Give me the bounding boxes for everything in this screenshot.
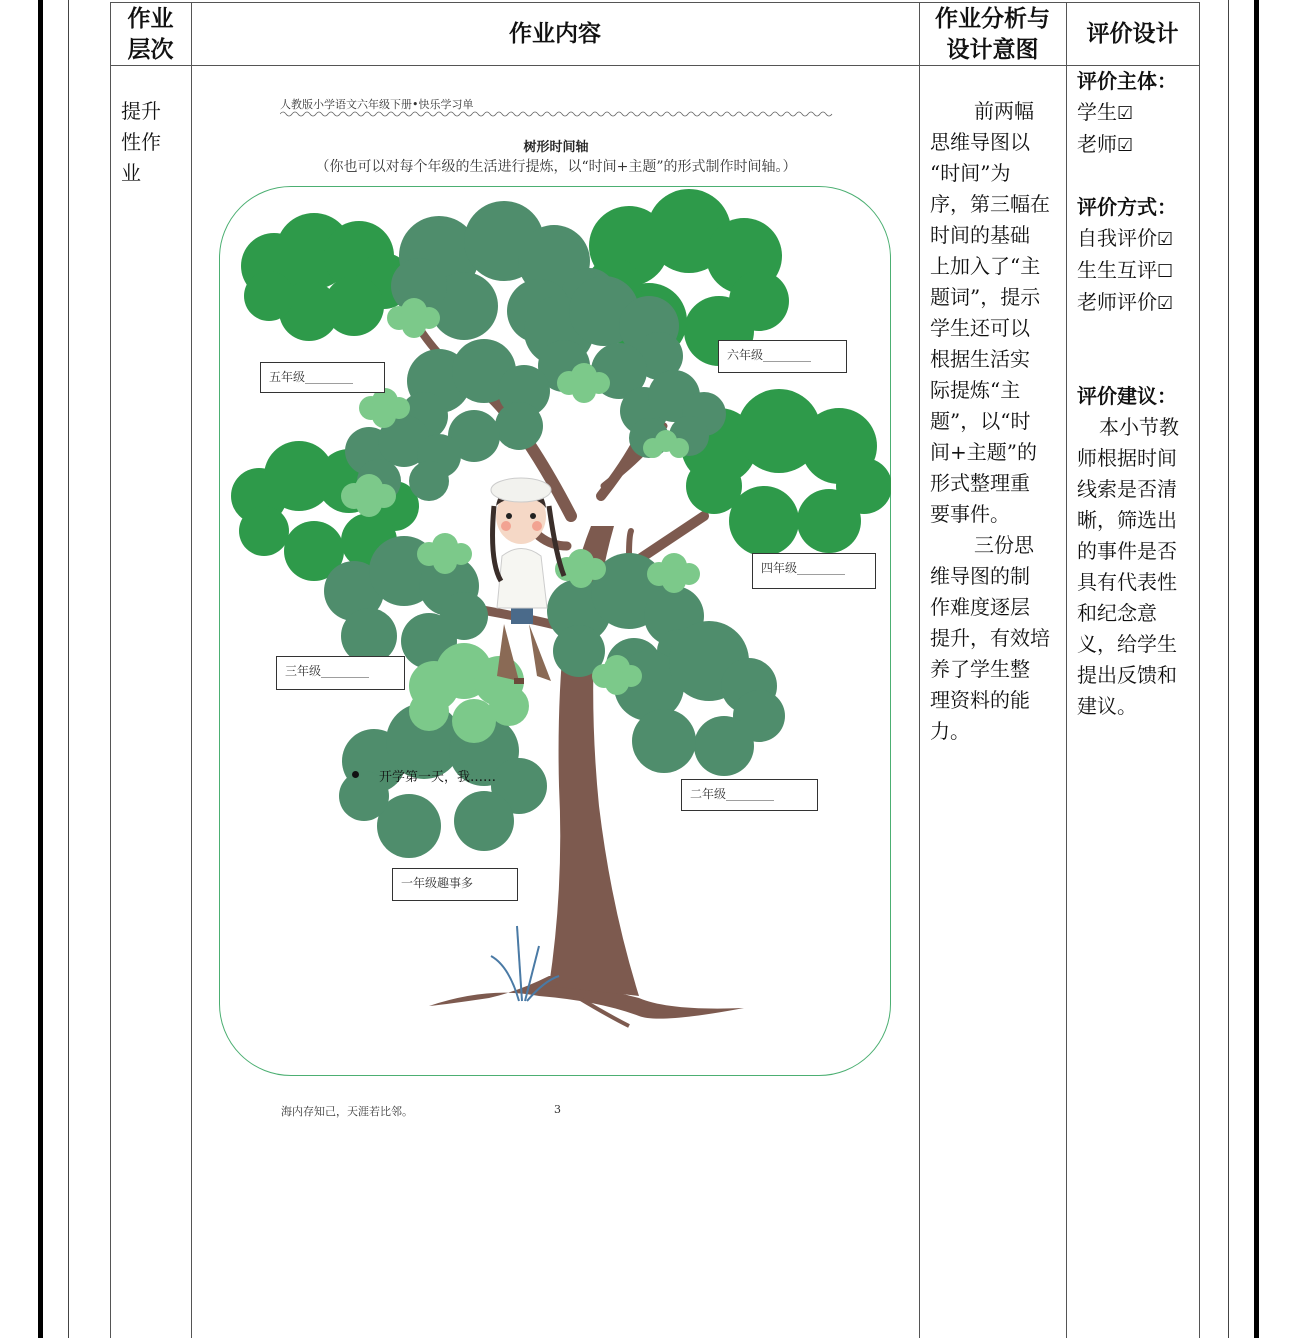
checked-box-icon[interactable]: ☑: [1117, 135, 1134, 156]
girl-figure: [491, 478, 564, 684]
analysis-line: 学生还可以: [930, 316, 1030, 340]
footer-quote: 海内存知己，天涯若比邻。: [281, 1105, 413, 1118]
table-top-border: [110, 2, 1200, 3]
analysis-line: 序，第三幅在: [930, 192, 1050, 216]
analysis-line: 养了学生整: [930, 657, 1030, 681]
advice-line: 晰，筛选出: [1077, 508, 1177, 532]
advice-line: 义，给学生: [1077, 632, 1177, 656]
analysis-line: 形式整理重: [930, 471, 1030, 495]
analysis-line: 理资料的能: [930, 688, 1030, 712]
page-edge-left-bar: [38, 0, 43, 1338]
evaluation-subject-list: [1077, 97, 1197, 161]
evaluation-cell: [1077, 66, 1197, 722]
advice-line: 提出反馈和: [1077, 663, 1177, 687]
advice-line: 线索是否清: [1077, 477, 1177, 501]
analysis-line: 题”，以“时: [930, 409, 1031, 433]
evaluation-method-list: [1077, 223, 1197, 319]
evaluation-check-label: 学生: [1077, 100, 1117, 124]
analysis-line: 维导图的制: [930, 564, 1030, 588]
table-col-border-2: [191, 2, 192, 1338]
evaluation-check-label: 老师评价: [1077, 290, 1157, 314]
checked-box-icon[interactable]: ☑: [1157, 229, 1174, 250]
analysis-line: 要事件。: [930, 502, 1010, 526]
checked-box-icon[interactable]: ☑: [1117, 103, 1134, 124]
table-col-border-3: [919, 2, 920, 1338]
grade1-label[interactable]: 一年级趣事多: [392, 868, 518, 901]
grade6-label[interactable]: 六年级________: [718, 340, 847, 373]
page-number: 3: [554, 1103, 561, 1116]
grade5-label[interactable]: 五年级________: [260, 362, 385, 393]
page-edge-left-line: [68, 0, 69, 1338]
header-evaluation: 评价设计: [1086, 21, 1179, 47]
page-edge-right-line: [1228, 0, 1229, 1338]
header-analysis: 作业分析与 设计意图: [935, 6, 1050, 63]
worksheet-header: 人教版小学语文六年级下册•快乐学习单: [280, 98, 474, 111]
table-col-border-1: [110, 2, 111, 1338]
analysis-line: 际提炼“主: [930, 378, 1021, 402]
advice-line: 师根据时间: [1077, 446, 1177, 470]
worksheet-subtitle: （你也可以对每个年级的生活进行提炼，以“时间+主题”的形式制作时间轴。）: [315, 159, 797, 175]
evaluation-advice-title: 评价建议：: [1077, 384, 1177, 408]
bullet-dot: [352, 771, 359, 778]
branch-right-low-elbow: [629, 531, 631, 556]
table-col-border-5: [1199, 2, 1200, 1338]
advice-line: 具有代表性: [1077, 570, 1177, 594]
analysis-line: 上加入了“主: [930, 254, 1041, 278]
analysis-line: 前两幅: [974, 99, 1034, 123]
analysis-cell: [930, 96, 1062, 747]
evaluation-check-label: 老师: [1077, 132, 1117, 156]
evaluation-check-item[interactable]: [1077, 97, 1197, 129]
worksheet-header-wavy-line: [280, 110, 834, 118]
evaluation-check-label: 自我评价: [1077, 226, 1157, 250]
advice-line: 建议。: [1077, 694, 1137, 718]
worksheet-title: 树形时间轴: [523, 140, 589, 155]
evaluation-check-item[interactable]: [1077, 255, 1197, 287]
tree-illustration: [219, 186, 891, 1076]
analysis-line: 思维导图以: [930, 130, 1030, 154]
analysis-line: 间+主题”的: [930, 440, 1037, 464]
evaluation-advice-text: [1077, 412, 1197, 722]
header-level: 作业 层次: [127, 6, 174, 63]
analysis-line: 时间的基础: [930, 223, 1030, 247]
analysis-line: 提升，有效培: [930, 626, 1050, 650]
level-cell: 提升 性作 业: [121, 99, 161, 185]
evaluation-subject-title: 评价主体：: [1077, 69, 1177, 93]
analysis-line: 力。: [930, 719, 970, 743]
unchecked-box-icon[interactable]: ☐: [1157, 261, 1174, 282]
leaf-cluster-top-left: [241, 213, 412, 341]
grade2-label[interactable]: 二年级________: [681, 779, 818, 811]
checked-box-icon[interactable]: ☑: [1157, 293, 1174, 314]
page-edge-right-bar: [1254, 0, 1259, 1338]
bullet-text: 开学第一天，我……: [379, 770, 497, 785]
evaluation-check-item[interactable]: [1077, 287, 1197, 319]
grade3-label[interactable]: 三年级________: [276, 656, 405, 690]
advice-line: 本小节教: [1099, 415, 1179, 439]
analysis-line: 三份思: [974, 533, 1034, 557]
evaluation-check-item[interactable]: [1077, 223, 1197, 255]
analysis-line: “时间”为: [930, 161, 1011, 185]
header-content: 作业内容: [509, 21, 601, 47]
evaluation-check-item[interactable]: [1077, 129, 1197, 161]
advice-line: 的事件是否: [1077, 539, 1177, 563]
analysis-line: 作难度逐层: [930, 595, 1030, 619]
analysis-line: 根据生活实: [930, 347, 1030, 371]
grade4-label[interactable]: 四年级________: [752, 553, 876, 589]
advice-line: 和纪念意: [1077, 601, 1157, 625]
table-col-border-4: [1066, 2, 1067, 1338]
evaluation-check-label: 生生互评: [1077, 258, 1157, 282]
evaluation-method-title: 评价方式：: [1077, 195, 1177, 219]
analysis-line: 题词”，提示: [930, 285, 1041, 309]
